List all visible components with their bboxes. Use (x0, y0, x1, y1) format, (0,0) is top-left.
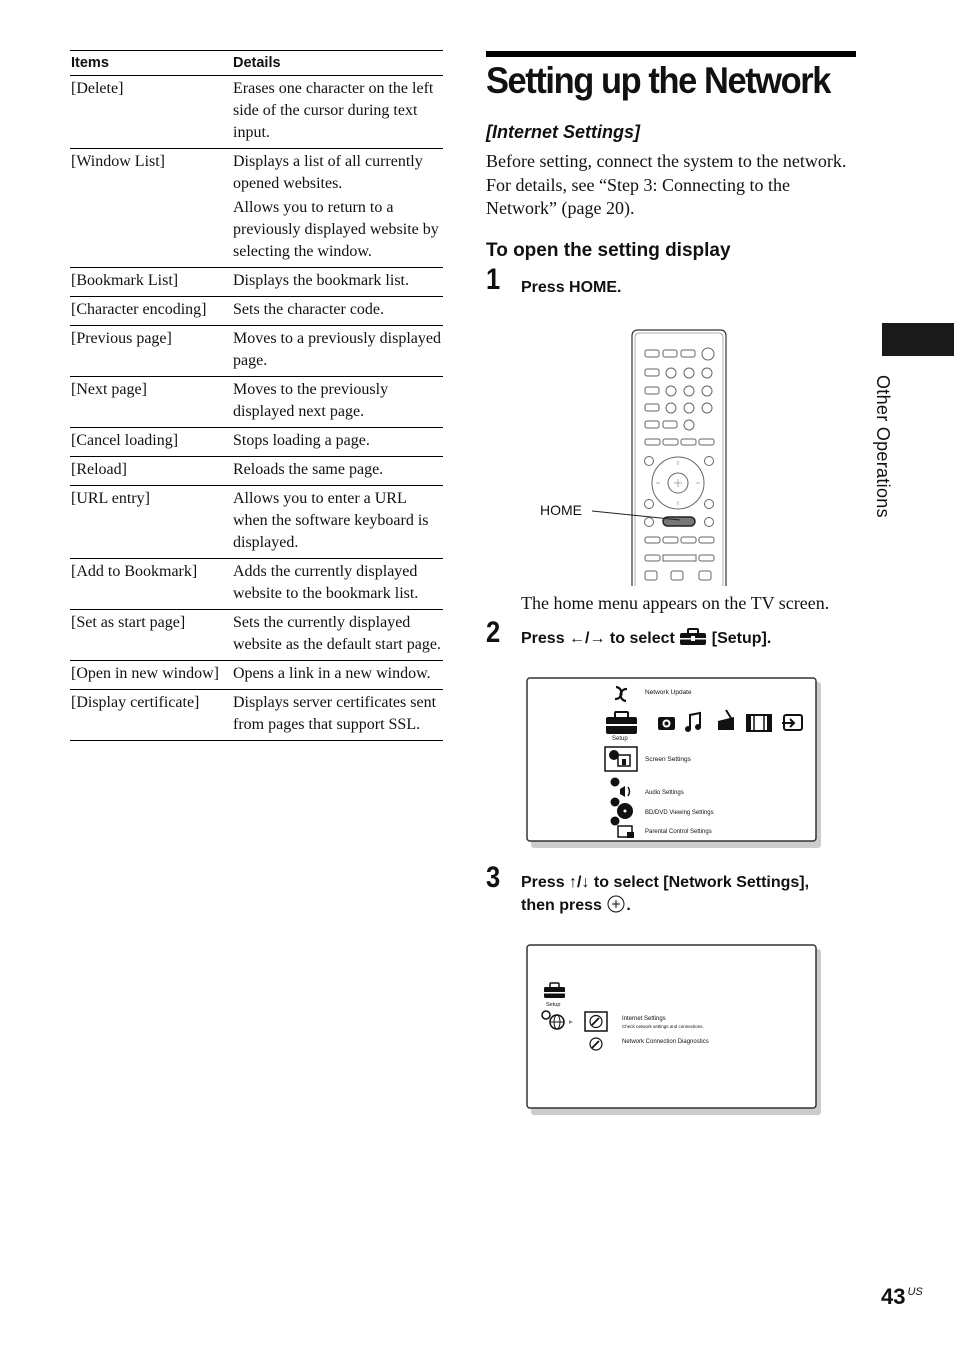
details-cell (232, 268, 443, 297)
details-text: Displays server certificates sent from pages that support SSL. (233, 694, 437, 733)
screen2-item-1-title: Internet Settings (622, 1016, 666, 1022)
details-text: Opens a link in a new window. (233, 665, 431, 682)
enter-button-icon (606, 895, 626, 920)
step-2-text-after: [Setup]. (711, 630, 772, 647)
step-1-text: Press HOME. (521, 279, 622, 296)
table-row (70, 610, 443, 661)
home-menu-screen (526, 677, 822, 849)
screen2-item-1-desc: Check network settings and connections. (622, 1024, 704, 1029)
details-text: Erases one character on the left side of the cursor during text input. (233, 80, 434, 141)
details-cell (232, 661, 443, 690)
step-3-line-2-after: . (626, 897, 631, 914)
section-side-tab (882, 323, 954, 356)
step-2-text (521, 627, 771, 653)
screen1-menu-item-4: Parental Control Settings (645, 829, 712, 835)
screen2-category-label: Setup (546, 1002, 561, 1008)
home-callout-label: HOME (540, 502, 582, 518)
screen1-menu-item-3: BD/DVD Viewing Settings (645, 810, 714, 816)
items-table (70, 50, 443, 741)
toolbox-icon (679, 628, 707, 653)
details-cell (232, 610, 443, 661)
table-row (70, 76, 443, 149)
remote-control-illustration (520, 328, 740, 590)
details-text: Displays a list of all currently opened websites. (233, 153, 423, 192)
step-1-number: 1 (486, 263, 501, 296)
table-row (70, 326, 443, 377)
page-number (881, 1284, 923, 1310)
header-items: Items (70, 51, 232, 76)
step-2-text-before: Press ←/→ to select (521, 630, 675, 647)
details-cell (232, 457, 443, 486)
details-cell (232, 377, 443, 428)
table-row (70, 149, 443, 268)
table-row (70, 297, 443, 326)
item-cell: [Next page] (70, 377, 232, 428)
screen1-category-label: Setup (612, 736, 628, 742)
details-cell (232, 428, 443, 457)
screen1-menu-item-1: Screen Settings (645, 756, 691, 763)
details-text: Sets the currently displayed website as the default start page. (233, 614, 441, 653)
table-row (70, 486, 443, 559)
item-cell: [Display certificate] (70, 690, 232, 741)
network-settings-screen (526, 944, 822, 1116)
intro-paragraph: Before setting, connect the system to the network. For details, see “Step 3: Connecting to the Network” (page 20). (486, 151, 847, 218)
open-setting-heading: To open the setting display (486, 240, 731, 261)
details-cell (232, 690, 443, 741)
table-row (70, 428, 443, 457)
item-cell: [Previous page] (70, 326, 232, 377)
details-text: Moves to the previously displayed next page. (233, 381, 389, 420)
item-cell: [Reload] (70, 457, 232, 486)
details-cell (232, 297, 443, 326)
table-row (70, 268, 443, 297)
side-tab-label: Other Operations (873, 375, 893, 518)
details-text: Stops loading a page. (233, 432, 370, 449)
internet-settings-heading: [Internet Settings] (486, 122, 641, 142)
item-cell: [Cancel loading] (70, 428, 232, 457)
page-region: US (907, 1286, 923, 1298)
video-icon (747, 715, 771, 731)
item-cell: [URL entry] (70, 486, 232, 559)
details-text: Sets the character code. (233, 301, 385, 318)
step-3-text (521, 871, 809, 920)
details-cell (232, 149, 443, 268)
screen1-top-item: Network Update (645, 689, 692, 696)
table-row (70, 457, 443, 486)
details-cell (232, 559, 443, 610)
table-header-row (70, 51, 443, 76)
section-title: Setting up the Network (486, 60, 831, 101)
details-text: Allows you to enter a URL when the software keyboard is displayed. (233, 490, 429, 551)
item-cell: [Bookmark List] (70, 268, 232, 297)
details-text: Moves to a previously displayed page. (233, 330, 441, 369)
details-text: Displays the bookmark list. (233, 272, 409, 289)
details-cell (232, 76, 443, 149)
step-3-number: 3 (486, 861, 501, 894)
step-3-line-2-before: then press (521, 897, 602, 914)
input-icon (782, 715, 802, 730)
item-cell: [Delete] (70, 76, 232, 149)
step-2-number: 2 (486, 616, 501, 649)
title-rule (486, 51, 856, 57)
screen1-menu-item-2: Audio Settings (645, 790, 684, 796)
details-cell (232, 486, 443, 559)
details-text: Adds the currently displayed website to the bookmark list. (233, 563, 419, 602)
step-1-note: The home menu appears on the TV screen. (521, 593, 830, 613)
item-cell: [Set as start page] (70, 610, 232, 661)
item-cell: [Open in new window] (70, 661, 232, 690)
details-cell (232, 326, 443, 377)
table-body (70, 76, 443, 741)
step-3-line-1: Press ↑/↓ to select [Network Settings], (521, 874, 810, 891)
details-text: Reloads the same page. (233, 461, 384, 478)
header-details: Details (232, 51, 443, 76)
table-row (70, 690, 443, 741)
item-cell: [Add to Bookmark] (70, 559, 232, 610)
page-number-value: 43 (881, 1284, 906, 1309)
item-cell: [Window List] (70, 149, 232, 268)
table-row (70, 377, 443, 428)
table-row (70, 661, 443, 690)
details-text: Allows you to return to a previously displayed website by selecting the window. (233, 199, 439, 260)
screen2-item-2-title: Network Connection Diagnostics (622, 1039, 709, 1045)
photo-icon (658, 717, 675, 730)
table-row (70, 559, 443, 610)
item-cell: [Character encoding] (70, 297, 232, 326)
